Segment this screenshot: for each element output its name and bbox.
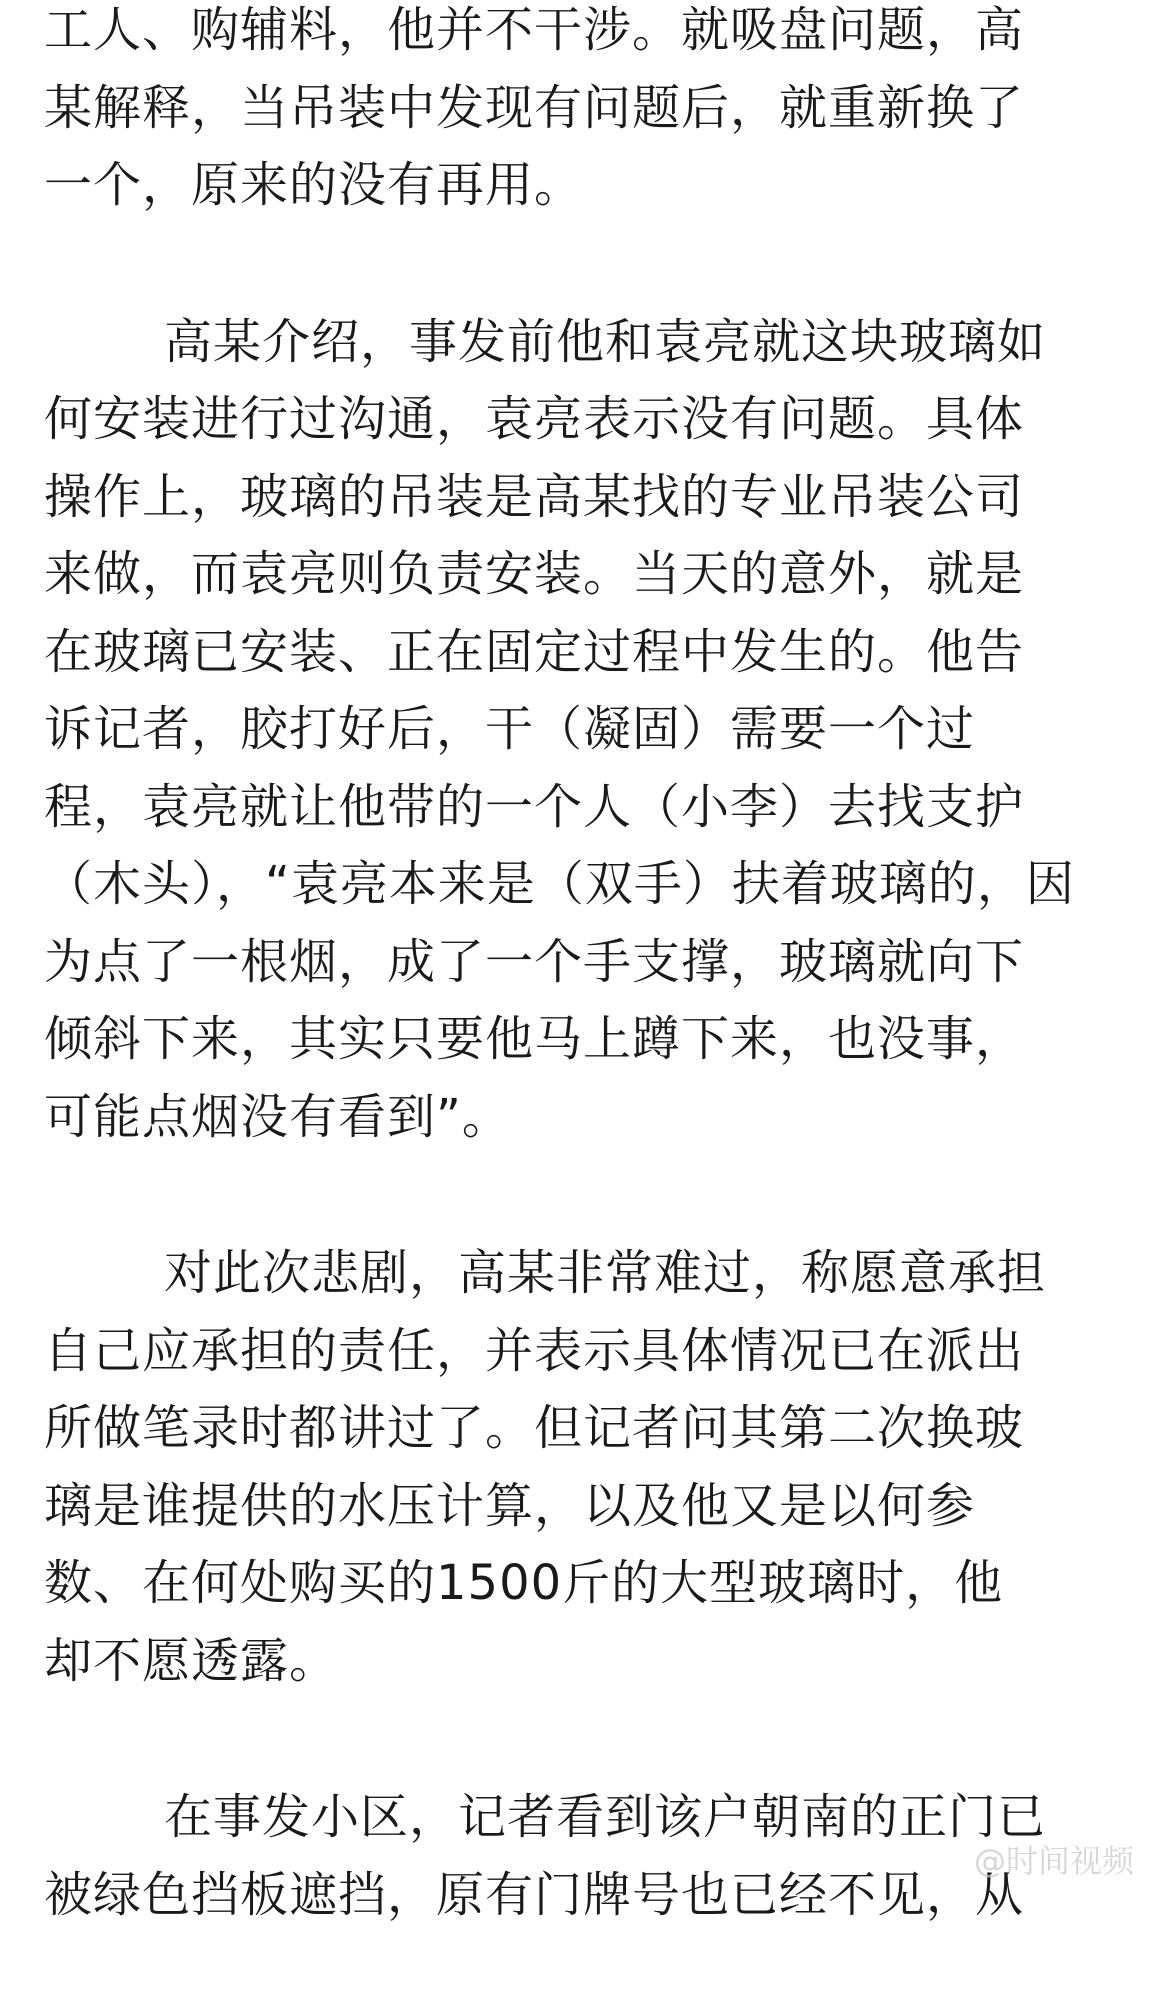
text-line: 却不愿透露。 (44, 1632, 339, 1689)
text-line: 倾斜下来，其实只要他马上蹲下来，也没事， (44, 1011, 1025, 1067)
article-body (44, 0, 1134, 2013)
text-line: 工人、购辅料，他并不干涉。就吸盘问题，高 (44, 2, 1025, 58)
text-line: 可能点烟没有看到”。 (44, 1088, 511, 1145)
paragraph-3 (44, 1235, 1134, 1700)
text-line: 在玻璃已安装、正在固定过程中发生的。他告 (44, 623, 1025, 680)
text-line: 对此次悲剧，高某非常难过，称愿意承担 (164, 1245, 1047, 1301)
text-line: 璃是谁提供的水压计算，以及他又是以何参 (44, 1477, 976, 1534)
text-line: 自己应承担的责任，并表示具体情况已在派出 (44, 1322, 1025, 1379)
paragraph-1 (44, 0, 1134, 225)
text-line: 为点了一根烟，成了一个手支撑，玻璃就向下 (44, 933, 1025, 990)
text-line: 高某介绍，事发前他和袁亮就这块玻璃如 (164, 313, 1047, 370)
text-line: 来做，而袁亮则负责安装。当天的意外，就是 (44, 546, 1025, 602)
text-line: 何安装进行过沟通，袁亮表示没有问题。具体 (44, 391, 1025, 447)
text-line: 在事发小区，记者看到该户朝南的正门已 (164, 1789, 1047, 1845)
text-line: （木头），“袁亮本来是（双手）扶着玻璃的，因 (44, 856, 1075, 912)
text-line: 操作上，玻璃的吊装是高某找的专业吊装公司 (44, 468, 1025, 525)
text-line: 被绿色挡板遮挡，原有门牌号也已经不见，从 (44, 1866, 1025, 1923)
paragraph-4 (44, 1779, 1134, 1934)
text-line: 诉记者，胶打好后，干（凝固）需要一个过 (44, 701, 976, 757)
text-line: 程，袁亮就让他带的一个人（小李）去找支护 (44, 778, 1025, 835)
text-line: 某解释，当吊装中发现有问题后，就重新换了 (44, 79, 1025, 136)
text-line: 数、在何处购买的1500斤的大型玻璃时，他 (44, 1555, 1004, 1611)
watermark: @时间视频 (973, 1842, 1134, 1880)
text-line: 一个，原来的没有再用。 (44, 157, 584, 213)
paragraph-2 (44, 304, 1134, 1157)
text-line: 所做笔录时都讲过了。但记者问其第二次换玻 (44, 1400, 1025, 1456)
